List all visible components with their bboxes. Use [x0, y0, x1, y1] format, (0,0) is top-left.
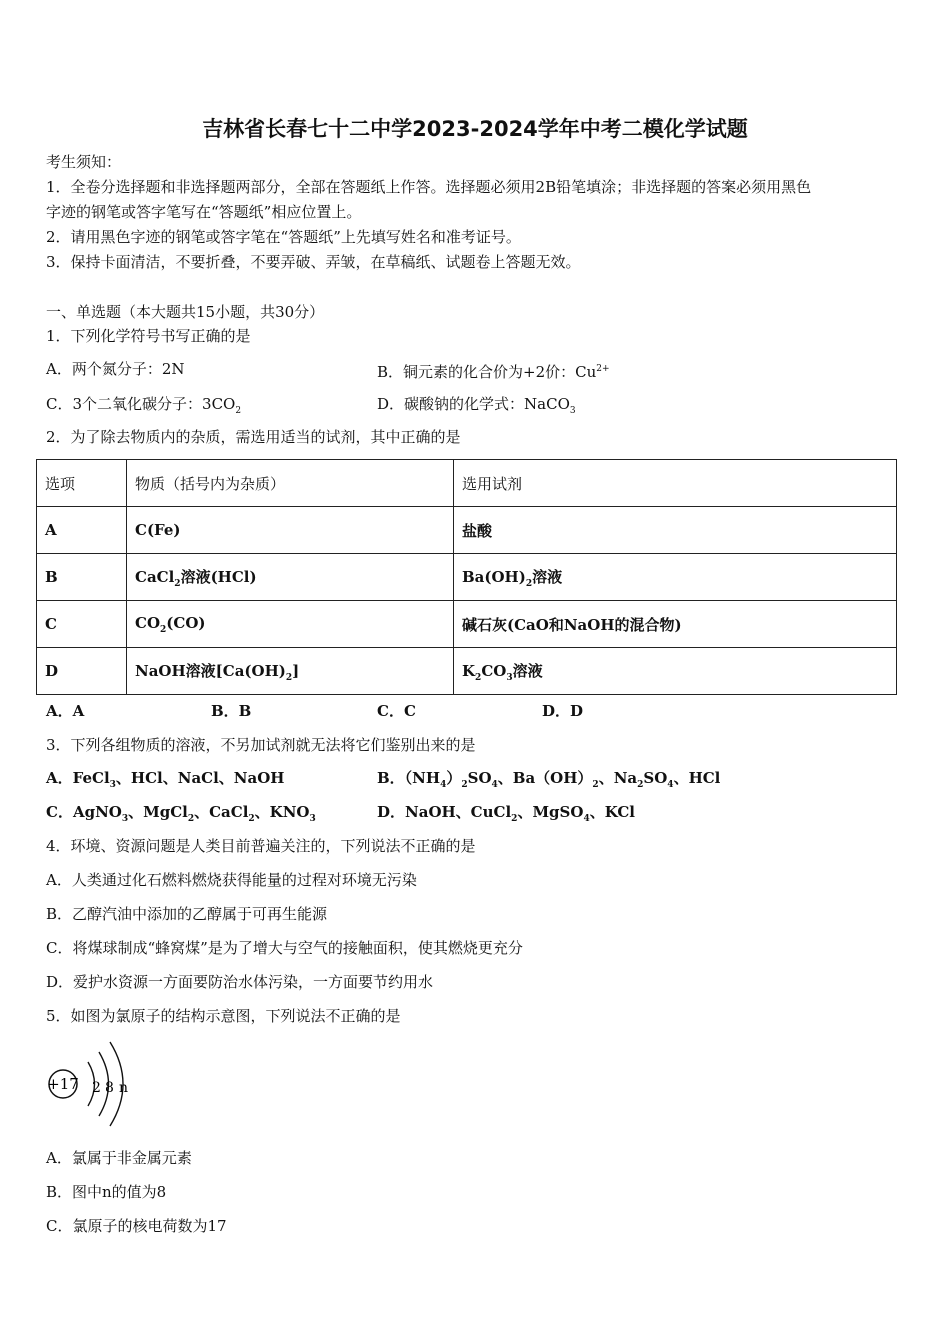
formula-part: CaCl: [135, 567, 175, 586]
reagent-table: [36, 459, 897, 695]
formula-sub: 3: [506, 672, 513, 683]
table-row: [37, 601, 897, 648]
formula-part: 、HCl: [673, 769, 721, 787]
table-header-cell: 选用试剂: [454, 460, 897, 507]
q3-option-a: [46, 768, 284, 795]
q1-option-a: A．两个氮分子：2N: [46, 360, 185, 378]
q1-option-d: [377, 394, 576, 421]
shell-1-electrons: 2: [92, 1080, 101, 1096]
formula-sub: 3: [121, 814, 129, 824]
formula-sub: 2: [511, 814, 518, 824]
q2-option-d: D．D: [542, 702, 584, 720]
formula-part: B．（NH: [377, 769, 441, 787]
q3-option-c: [46, 802, 316, 829]
notice-item-1-line2: 字迹的钢笔或答字笔写在“答题纸”相应位置上。: [46, 203, 362, 221]
table-cell-option: B: [37, 554, 127, 601]
q3-option-b: [377, 768, 720, 795]
q1-option-d-sub: 3: [569, 406, 576, 416]
q2-option-a: A．A: [46, 702, 85, 720]
table-cell-substance: [127, 554, 454, 601]
formula-part: 、Ba（OH）: [497, 769, 593, 787]
section-heading: 一、单选题（本大题共15小题，共30分）: [46, 303, 325, 321]
formula-part: C．AgNO: [46, 803, 122, 821]
formula-part: D．NaOH、CuCl: [377, 803, 512, 821]
q2-stem: 2．为了除去物质内的杂质，需选用适当的试剂，其中正确的是: [46, 428, 461, 446]
page-title: 吉林省长春七十二中学2023-2024学年中考二模化学试题: [202, 117, 748, 141]
formula-sub: 2: [160, 624, 167, 635]
formula-part: 溶液: [532, 567, 563, 586]
notice-item-3: 3．保持卡面清洁，不要折叠，不要弄破、弄皱，在草稿纸、试题卷上答题无效。: [46, 253, 581, 271]
formula-sub: 4: [440, 780, 447, 790]
q1-option-b: [377, 359, 610, 382]
formula-sub: 2: [475, 672, 482, 683]
formula-part: Ba(OH): [462, 567, 526, 586]
q1-option-d-text: D．碳酸钠的化学式：NaCO: [377, 395, 570, 413]
formula-part: A．FeCl: [46, 769, 110, 787]
q2-option-c: C．C: [377, 702, 416, 720]
table-cell-reagent: 碱石灰(CaO和NaOH的混合物): [454, 601, 897, 648]
table-cell-option: C: [37, 601, 127, 648]
table-cell-reagent: [454, 554, 897, 601]
q4-option-d: D．爱护水资源一方面要防治水体污染，一方面要节约用水: [46, 973, 434, 991]
formula-sub: 4: [491, 780, 498, 790]
formula-part: SO: [467, 769, 492, 787]
formula-part: (CO): [166, 613, 206, 632]
formula-part: SO: [643, 769, 668, 787]
formula-part: NaOH溶液[Ca(OH): [135, 661, 286, 680]
q4-stem: 4．环境、资源问题是人类目前普遍关注的，下列说法不正确的是: [46, 837, 476, 855]
formula-part: 、MgSO: [517, 803, 584, 821]
table-header-cell: 选项: [37, 460, 127, 507]
q1-option-c: [46, 394, 241, 421]
table-row: [37, 648, 897, 695]
q4-option-c: C．将煤球制成“蜂窝煤”是为了增大与空气的接触面积，使其燃烧更充分: [46, 939, 523, 957]
chlorine-atom-diagram: [44, 1038, 144, 1134]
formula-part: ）: [446, 769, 462, 787]
q4-option-b: B．乙醇汽油中添加的乙醇属于可再生能源: [46, 905, 328, 923]
q1-option-c-text: C．3个二氧化碳分子：3CO: [46, 395, 236, 413]
q5-option-b: B．图中n的值为8: [46, 1183, 167, 1201]
formula-sub: 2: [637, 780, 644, 790]
formula-sub: 4: [583, 814, 590, 824]
table-cell-substance: [127, 648, 454, 695]
table-cell-substance: C(Fe): [127, 507, 454, 554]
q1-option-b-sup: 2+: [596, 364, 610, 374]
formula-sub: 2: [461, 780, 468, 790]
formula-part: 、KNO: [254, 803, 310, 821]
table-header-cell: 物质（括号内为杂质）: [127, 460, 454, 507]
formula-part: 、HCl、NaCl、NaOH: [115, 769, 285, 787]
formula-part: ]: [292, 661, 300, 680]
formula-part: K: [462, 661, 476, 680]
q2-option-b: B．B: [211, 702, 252, 720]
q5-option-a: A．氯属于非金属元素: [46, 1149, 192, 1167]
notice-item-2: 2．请用黑色字迹的钢笔或答字笔在“答题纸”上先填写姓名和准考证号。: [46, 228, 521, 246]
q4-option-a: A．人类通过化石燃料燃烧获得能量的过程对环境无污染: [46, 871, 417, 889]
table-header-row: [37, 460, 897, 507]
formula-part: 、KCl: [589, 803, 635, 821]
formula-part: 溶液(HCl): [180, 567, 257, 586]
notice-item-1-line1: 1．全卷分选择题和非选择题两部分，全部在答题纸上作答。选择题必须用2B铅笔填涂；非选择题的答案必须用黑色: [46, 178, 812, 196]
table-cell-reagent: [454, 648, 897, 695]
formula-sub: 4: [667, 780, 674, 790]
table-row: [37, 554, 897, 601]
q5-stem: 5．如图为氯原子的结构示意图，下列说法不正确的是: [46, 1007, 401, 1025]
formula-sub: 2: [174, 578, 181, 589]
formula-part: CO: [481, 661, 507, 680]
formula-sub: 2: [285, 672, 293, 683]
formula-part: 、MgCl: [128, 803, 188, 821]
q5-option-c: C．氯原子的核电荷数为17: [46, 1217, 227, 1235]
q1-option-c-sub: 2: [235, 406, 242, 416]
table-cell-substance: [127, 601, 454, 648]
nucleus-charge: +17: [47, 1075, 79, 1093]
table-cell-option: A: [37, 507, 127, 554]
formula-part: 、Na: [598, 769, 638, 787]
formula-part: CO: [135, 613, 161, 632]
formula-part: 溶液: [512, 661, 543, 680]
q3-option-d: [377, 802, 635, 829]
formula-part: 、CaCl: [194, 803, 249, 821]
q1-option-b-text: B．铜元素的化合价为+2价：Cu: [377, 363, 597, 381]
q1-stem: 1．下列化学符号书写正确的是: [46, 327, 251, 345]
formula-sub: 2: [248, 814, 255, 824]
shell-3-electrons: n: [119, 1080, 129, 1096]
table-row: [37, 507, 897, 554]
formula-sub: 2: [592, 780, 599, 790]
q3-stem: 3．下列各组物质的溶液，不另加试剂就无法将它们鉴别出来的是: [46, 736, 476, 754]
formula-sub: 3: [309, 814, 316, 824]
formula-sub: 2: [525, 578, 533, 589]
table-cell-reagent: 盐酸: [454, 507, 897, 554]
notice-heading: 考生须知：: [46, 153, 122, 171]
formula-sub: 2: [187, 814, 195, 824]
shell-2-electrons: 8: [105, 1080, 114, 1096]
table-cell-option: D: [37, 648, 127, 695]
formula-sub: 3: [109, 780, 116, 790]
